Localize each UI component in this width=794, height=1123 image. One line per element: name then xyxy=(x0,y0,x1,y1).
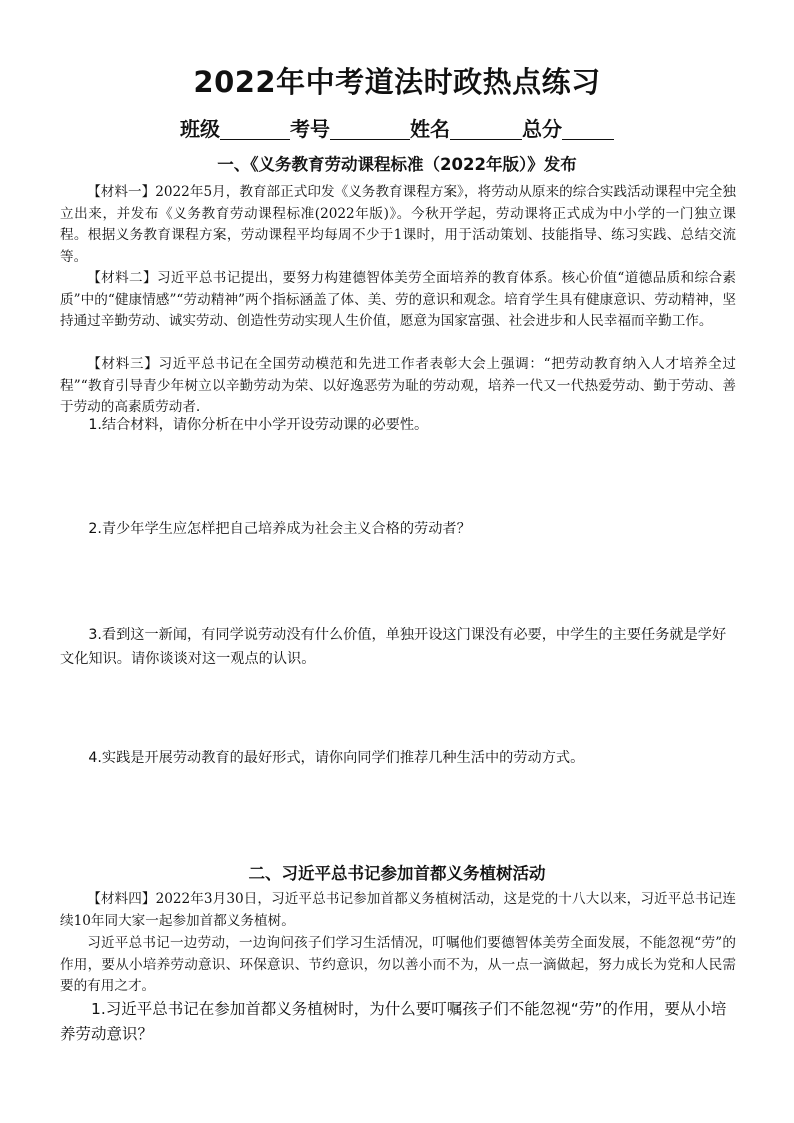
question-1-2: 2.青少年学生应怎样把自己培养成为社会主义合格的劳动者？ xyxy=(88,521,471,537)
material-4-tag: 【材料四】 xyxy=(87,891,156,907)
material-3 xyxy=(60,354,736,419)
material-4-text: 2022年3月30日，习近平总书记参加首都义务植树活动，这是党的十八大以来，习近平总书记连续10年同大家一起参加首都义务植树。 xyxy=(60,891,736,929)
score-blank[interactable] xyxy=(562,119,614,140)
material-3-text: 习近平总书记在全国劳动模范和先进工作者表彰大会上强调：“把劳动教育纳入人才培养全过程”“教育引导青少年树立以辛勤劳动为荣、以好逸恶劳为耻的劳动观，培养一代又一代热爱劳动、勤于劳动、善于劳动的高素质劳动者. xyxy=(60,356,737,416)
material-1-text: 2022年5月，教育部正式印发《义务教育课程方案》，将劳动从原来的综合实践活动课程中完全独立出来，并发布《义务教育劳动课程标准(2022年版)》。今秋开学起，劳动课将正式成为中小学的一门独立课程。根据义务教育课程方案，劳动课程平均每周不少于1课时，用于活动策划、技能指导、练习实践、总结交流等。 xyxy=(60,184,736,265)
page-title: 2022年中考道法时政热点练习 xyxy=(193,65,601,99)
material-2-text: 习近平总书记提出，要努力构建德智体美劳全面培养的教育体系。核心价值“道德品质和综合素质”中的“健康情感”“劳动精神”两个指标涵盖了体、美、劳的意识和观念。培育学生具有健康意识、劳动精神，坚持通过辛勤劳动、诚实劳动、创造性劳动实现人生价值，愿意为国家富强、社会进步和人民幸福而辛勤工作。 xyxy=(60,270,737,330)
question-1-4: 4.实践是开展劳动教育的最好形式，请你向同学们推荐几种生活中的劳动方式。 xyxy=(88,750,585,766)
material-2 xyxy=(60,268,736,333)
question-1-1: 1.结合材料，请你分析在中小学开设劳动课的必要性。 xyxy=(88,417,429,433)
number-label: 考号 xyxy=(290,117,330,141)
section1-heading: 一、《义务教育劳动课程标准（2022年版）》发布 xyxy=(217,155,577,174)
number-blank[interactable] xyxy=(330,119,410,140)
question-2-1: 1.习近平总书记在参加首都义务植树时，为什么要叮嘱孩子们不能忽视“劳”的作用，要从小培养劳动意识？ xyxy=(60,1000,727,1043)
material-1-tag: 【材料一】 xyxy=(87,184,156,200)
class-label: 班级 xyxy=(180,117,220,141)
student-info-line xyxy=(0,113,794,142)
material-3-tag: 【材料三】 xyxy=(87,356,159,372)
question-1-3: 3.看到这一新闻，有同学说劳动没有什么价值，单独开设这门课没有必要，中学生的主要任务就是学好文化知识。请你谈谈对这一观点的认识。 xyxy=(60,627,727,667)
name-blank[interactable] xyxy=(450,119,522,140)
material-2-tag: 【材料二】 xyxy=(87,270,157,286)
material-1 xyxy=(60,182,736,268)
name-label: 姓名 xyxy=(410,117,450,141)
section2-heading: 二、习近平总书记参加首都义务植树活动 xyxy=(248,864,546,883)
material-4-continued: 习近平总书记一边劳动，一边询问孩子们学习生活情况，叮嘱他们要德智体美劳全面发展，不能忽视“劳”的作用，要从小培养劳动意识、环保意识、节约意识，勿以善小而不为，从一点一滴做起，努力成长为党和人民需要的有用之才。 xyxy=(60,935,736,995)
score-label: 总分 xyxy=(522,117,562,141)
material-4 xyxy=(60,889,736,932)
class-blank[interactable] xyxy=(220,119,290,140)
